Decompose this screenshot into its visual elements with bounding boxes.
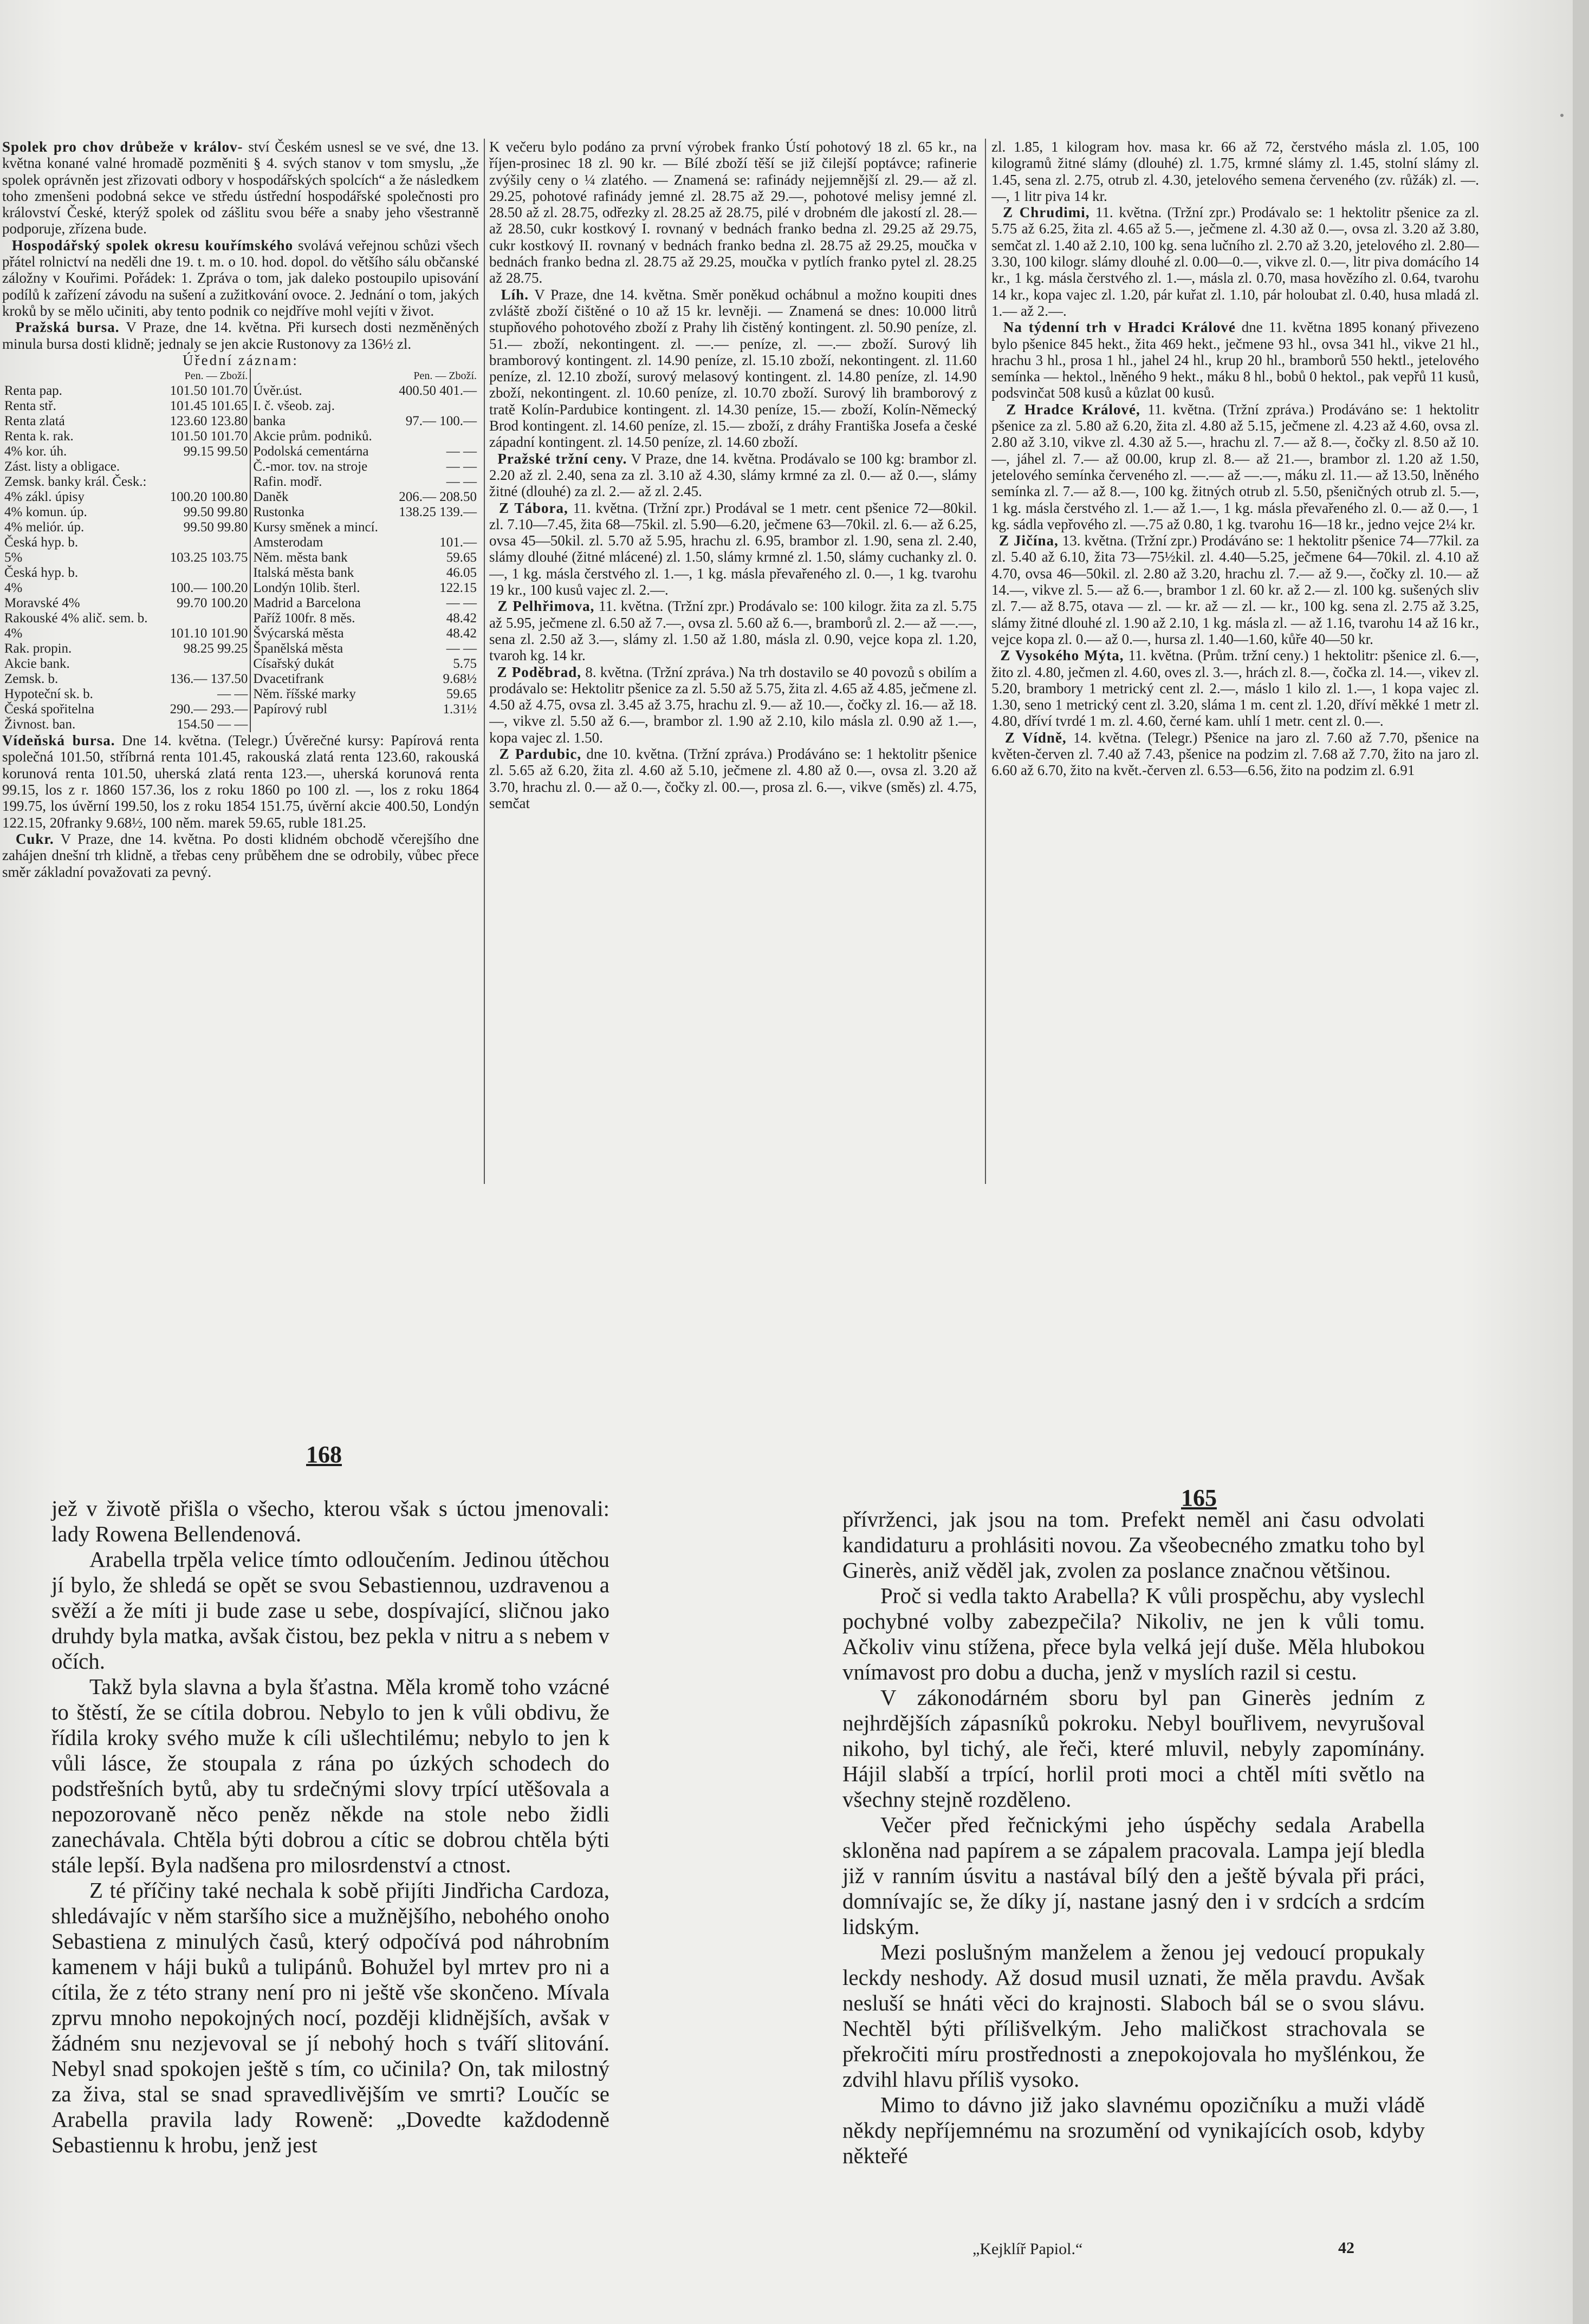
table-cell (161, 459, 251, 474)
table-cell: Něm. říšské marky (250, 687, 390, 702)
heading: Cukr. (15, 830, 54, 847)
paragraph: přívrženci, jak jsou na tom. Prefekt neměl ani času odvolati kandidaturu a prohlásiti novou. Za všeobecného zmatku toho byl Ginerès, aniž věděl jak, zvolen za poslance značnou většinou. (842, 1507, 1425, 1583)
article-viden (991, 730, 1479, 779)
table-row (2, 505, 479, 520)
table-cell: 99.50 99.80 (183, 505, 248, 520)
heading: Hospodářský spolek okresu kouřímského (11, 237, 294, 253)
table-row (2, 399, 479, 414)
table-cell: 98.25 99.25 (183, 641, 248, 656)
heading: Z Poděbrad, (497, 663, 582, 680)
table-cell: Podolská cementárna (250, 444, 390, 459)
table-cell: 103.25 103.75 (170, 550, 248, 565)
table-cell: Akcie prům. podniků. (250, 429, 390, 444)
heading: Z Tábora, (498, 499, 568, 516)
table-cell (161, 611, 251, 626)
table-cell (390, 717, 479, 732)
table-cell: Česká hyp. b. (4, 535, 79, 550)
table-cell: 100.— 100.20 (170, 581, 248, 596)
footer-title: „Kejklíř Papiol.“ (972, 2240, 1083, 2258)
heading: Na týdenní trh v Hradci Králové (1003, 319, 1236, 336)
table-cell (161, 565, 251, 581)
table-cell: 101.50 101.70 (170, 429, 248, 444)
heading: Pražská bursa. (15, 319, 120, 336)
table-row (2, 641, 479, 656)
table-cell: 136.— 137.50 (170, 672, 248, 687)
table-cell: Česká hyp. b. (4, 565, 79, 581)
table-row (2, 535, 479, 550)
table-cell: 400.50 401.— (399, 383, 477, 399)
table-cell: 9.68½ (443, 672, 477, 687)
table-cell: — — (446, 596, 477, 611)
table-cell: Italská města bank (250, 565, 390, 581)
table-cell: Zást. listy a obligace. (4, 459, 120, 474)
article-text: V Praze, dne 14. května. Prodávalo se 100 kg: brambor zl. 2.20 až zl. 2.40, sena za zl. 3.10 až 4.30, slámy krmné za zl. 0.— až 0.—, slámy žitné (dlouhé) za zl. 2.— až zl. 2.45. (489, 450, 977, 500)
article-podebrady (489, 664, 977, 746)
article-pelhrimov (489, 598, 977, 663)
table-cell: Živnost. ban. (4, 717, 76, 732)
table-header-row (2, 368, 479, 383)
table-cell: Renta stř. (4, 399, 56, 414)
table-cell: Hypoteční sk. b. (4, 687, 93, 702)
table-cell: 5.75 (453, 656, 477, 672)
table-cell: Rakouské 4% alič. sem. b. (4, 611, 148, 626)
paragraph: Večer před řečnickými jeho úspěchy sedala Arabella skloněna nad papírem a se zápalem pracovala. Lampa její bledla již v ranním úsvitu a nastával bílý den a ještě bývala při práci, domnívajíc se, že díky jí, nastane jasný den i v srdcích a srdcím lidským. (842, 1812, 1425, 1939)
table-row (2, 672, 479, 687)
column-3 (991, 139, 1479, 1179)
column-rule (484, 139, 485, 1184)
table-cell (161, 656, 251, 672)
article-vysoke-myto (991, 647, 1479, 729)
article-pardubice (489, 746, 977, 811)
table-cell: 59.65 (446, 687, 477, 702)
table-cell: Česká spořitelna (4, 702, 94, 717)
table-row (2, 717, 479, 732)
column-header: Pen. — Zboží. (413, 370, 477, 382)
table-cell: I. č. všeob. zaj. (250, 399, 390, 414)
article-text: 11. května. (Tržní zpr.) Prodával se 1 metr. cent pšenice 72—80kil. zl. 7.10—7.45, žita 68—75kil. zl. 5.90—6.20, ječmene 63—70kil. zl. 6.— až 6.25, ovsa 45—50kil. zl. 5.70 až 5.95, hrachu zl. 6.95, brambor zl. 1.90, sena zl. 2.40, slámy dlouhé (žitné mlácené) zl. 1.50, slámy krmné zl. 1.50, slámy cuchanky zl. 0.—, 1 kg. másla čerstvého zl. 1.—, 1 kg. másla převařeného zl. 0.—, 1 kg. tvarohu 19 kr., 100 kusů vajec zl. 2.—. (489, 499, 977, 598)
table-row (2, 444, 479, 459)
paragraph: V zákonodárném sboru byl pan Ginerès jedním z nejhrdějších zápasníků pokroku. Nebyl bouřlivem, nevyrušoval nikoho, byl tichý, ale řeči, které mluvil, nebyly zapomínány. Hájil slabší a trpící, horlil proti moci a chtěl míti světlo na všechny stejně rozděleno. (842, 1685, 1425, 1812)
table-cell: Zemsk. b. (4, 672, 59, 687)
table-cell (161, 474, 251, 490)
table-row (2, 550, 479, 565)
column-1 (2, 139, 479, 1179)
paragraph: Mimo to dávno již jako slavnému opozičníku a muži vládě někdy nepříjemnému na srozumění od vynikajících osob, kdyby někteřé (842, 2092, 1425, 2168)
table-cell: Kursy směnek a mincí. (250, 520, 390, 535)
article-text: dne 11. května 1895 konaný přivezeno bylo pšenice 845 hekt., žita 469 hekt., ječmene 93 hl., ovsa 341 hl., vikve 21 hl., hrachu 3 hl., prosa 1 hl., jahel 24 hl., krup 20 hl., bramborů 550 hektl., jetelového semínka — hektol., lněného 9 hekt., máku 8 hl., bobů 0 hektol., pak vepřů 11 kusů, podsvinčat 508 kusů a kůzlat 00 kusů. (991, 319, 1479, 401)
table-row (2, 596, 479, 611)
table-cell: Rustonka (250, 505, 390, 520)
article-videnska-bursa (2, 732, 479, 831)
stock-table (2, 368, 479, 732)
table-cell: 48.42 (446, 626, 477, 641)
table-cell (390, 429, 479, 444)
article-hosp-spolek (2, 237, 479, 319)
table-cell: Rafin. modř. (250, 474, 390, 490)
heading: Z Vysokého Mýta, (1000, 647, 1124, 664)
table-cell: 101.45 101.65 (170, 399, 248, 414)
table-cell: 1.31½ (443, 702, 477, 717)
table-cell: 100.20 100.80 (170, 490, 248, 505)
table-cell: 48.42 (446, 611, 477, 626)
table-cell: Moravské 4% (4, 596, 80, 611)
paragraph: Z té příčiny také nechala k sobě přijíti Jindřicha Cardoza, shledávajíc v něm staršího sice a mužnějšího, nebohého onoho Sebastiena z minulých časů, který odpočívá pod náhrobním kamenem v háji buků a tulipánů. Bohužel byl mrtev pro ni a cítila, že z této strany není pro ni ještě vše skončeno. Mívala zprvu mnoho nepokojných nocí, později klidnějších, avšak v žádném snu nezjevoval se jí nebohý hoch s tváří slitování. Nebyl snad spokojen ještě s tím, co učinila? On, tak milostný za živa, stal se snad spravedlivějším ve smrti? Loučíc se Arabella pravila lady Roweně: „Dovedte každodenně Sebastiennu k hrobu, jenž jest (51, 1878, 609, 2157)
paragraph: Arabella trpěla velice tímto odloučením. Jedinou útěchou jí bylo, že shledá se opět se svou Sebastiennou, uzdravenou a svěží a že míti ji bude zase u sebe, dospívající, sličnou jako druhdy byla matka, avšak čistou, bez pekla v nitru a s nebem v očích. (51, 1547, 609, 1674)
article-text: ství Českém usnesl se ve své, dne 13. května konané valné hromadě pozměniti § 4. svých stanov v tom smyslu, „že spolek oprávněn jest zřizovati odbory v hospodářských spolcích“ a že následkem toho zmenšeni podobná sekce ve středu ústřední hospodářské společnosti pro království České, kterýž spolek od zášlitu svou béře a snaby jeho všestranně podporuje, zřízena bude. (2, 139, 479, 237)
table-cell: Č.-mor. tov. na stroje (250, 459, 390, 474)
article-trzni-ceny (489, 451, 977, 500)
table-cell: 4% komun. úp. (4, 505, 87, 520)
article-text: V Praze, dne 14. května. Směr poněkud ochábnul a možno koupiti dnes zvláště zboží čištěné o 10 až 15 kr. levněji. — Znamená se dnes: 10.000 litrů stupňového pohotového zboží z Prahy lih čistěný kontingent. zl. 50.90 peníze, zl. 51.— zboží, nekontingent. zl. —.— peníze, zl. —.— zboží. Surový lih bramborový kontingent. zl. 14.90 peníze, zl. 15.10 zboží, nekontingent. zl. 11.60 peníze, zl. 12.10 zboží, surový melasový kontingent. zl. 14.80 peníze, zl. 14.90 zboží, nekontingent. zl. 10.60 peníze, zl. 10.70 zboží. Surový lih bramborový z tratě Kolín-Pardubice kontingent. zl. 14.30 peníze, 15.— zboží, Kolín-Německý Brod kontingent. zl. 14.60 peníze, zl. 15.— zboží, z dráhy Františka Josefa a české západní kontingent. zl. 14.50 peníze, zl. 14.60 zboží. (489, 286, 977, 451)
article-text: Dne 14. května. (Telegr.) Úvěrečné kursy: Papírová renta společná 101.50, stříbrná renta 101.45, rakouská zlatá renta 123.60, rakouská korunová renta 101.50, uherská zlatá renta 123.—, uherská korunová renta 99.15, los z r. 1860 157.36, los z roku 1860 po 100 zl. —, los z roku 1864 199.75, los úvěrní 199.50, los z roku 1854 151.75, úvěrní akcie 400.50, Londýn 122.15, 20franky 9.68½, 100 něm. marek 59.65, ruble 181.25. (2, 732, 479, 831)
table-cell: Madrid a Barcelona (250, 596, 390, 611)
table-cell: 99.50 99.80 (183, 520, 248, 535)
table-cell: banka (250, 414, 390, 429)
column-2 (489, 139, 977, 1179)
table-cell: 123.60 123.80 (170, 414, 248, 429)
article-cukr (2, 831, 479, 880)
table-cell: Londýn 10lib. šterl. (250, 581, 390, 596)
table-cell: 5% (4, 550, 23, 565)
table-row (2, 626, 479, 641)
table-cell: Císařský dukát (250, 656, 390, 672)
table-cell: 99.70 100.20 (177, 596, 248, 611)
novel-page-right (842, 1507, 1425, 2169)
table-cell: Zemsk. banky král. Česk.: (4, 474, 147, 490)
table-cell: Úvěr.úst. (250, 383, 390, 399)
table-cell (161, 535, 251, 550)
table-row (2, 565, 479, 581)
article-lih (489, 287, 977, 451)
table-cell: Rak. propin. (4, 641, 72, 656)
table-cell: 101.50 101.70 (170, 383, 248, 399)
table-cell: 138.25 139.— (399, 505, 477, 520)
table-row (2, 459, 479, 474)
table-cell: Amsterodam (250, 535, 390, 550)
article-spolek-drubez (2, 139, 479, 237)
article-hradec (991, 401, 1479, 532)
table-row (2, 383, 479, 399)
table-cell (390, 520, 479, 535)
article-prazska-bursa (2, 319, 479, 352)
table-cell: Papírový rubl (250, 702, 390, 717)
table-row (2, 687, 479, 702)
table-row (2, 702, 479, 717)
table-row (2, 520, 479, 535)
article-cukr-cont: K večeru bylo podáno za první výrobek franko Ústí pohotový 18 zl. 65 kr., na říjen-prosinec 18 zl. 90 kr. — Bílé zboží těší se již čilejší poptávce; rafinerie zvýšily ceny o ¼ zlatého. — Znamená se: rafinády nejjemnější zl. 29.— až zl. 29.25, pohotové rafinády jemné zl. 28.75 až 29.—, pohotové melisy jemné zl. 28.50 až zl. 28.75, odřezky zl. 28.25 až 28.75, pilé v drobném dle jakostí zl. 28.— až 28.50, cukr kostkový I. rovnaný v bednách franko bedna zl. 29.25 až 29.75, cukr kostkový II. rovnaný v bednách franko bedna zl. 28.75 až 29.25, moučka v bednách franko bedna zl. 28.75 až 29.25, moučka v pytlích franko pytel zl. 28.25 až 28.75. (489, 139, 977, 287)
article-tabor (489, 500, 977, 598)
table-cell: 4% zákl. úpisy (4, 490, 85, 505)
paragraph: Proč si vedla takto Arabella? K vůli prospěchu, aby vyslechl pochybné volby zabezpečila? Nikoliv, ne jen k vůli tomu. Ačkoliv vinu stížena, přece byla velká její duše. Měla hlubokou vnímavost pro dobu a ducha, jenž v myslích razil si cestu. (842, 1583, 1425, 1684)
table-cell: Akcie bank. (4, 656, 70, 672)
table-cell: — — (217, 687, 248, 702)
table-cell (390, 399, 479, 414)
article-hradec-trh (991, 319, 1479, 401)
sheet-number: 42 (1338, 2239, 1354, 2257)
heading: Z Hradce Králové, (1006, 401, 1140, 418)
article-text: svolává veřejnou schůzi všech přátel rolnictví na neděli dne 19. t. m. o 10. hod. dopol. do většího sálu občanské záložny v Kouřimi. Pořádek: 1. Zpráva o tom, jak daleko postoupilo upisování podílů k zařízení závodu na sušení a zužitkování ovoce. 2. Jednání o tom, jakých kroků by se mělo učiniti, aby tento podnik co nejdříve mohl vejíti v život. (2, 237, 479, 319)
paragraph: jež v životě přišla o všecho, kterou však s úctou jmenovali: lady Rowena Bellendenová. (51, 1496, 609, 1546)
heading: Z Jičína, (998, 532, 1059, 549)
table-row (2, 490, 479, 505)
table-cell: — — (446, 641, 477, 656)
heading: Z Pelhřimova, (497, 598, 595, 615)
article-text: 11. května. (Prům. tržní ceny.) 1 hektolitr: pšenice zl. 6.—, žito zl. 4.80, ječmen zl. 4.60, oves zl. 3.—, hrách zl. 8.—, čočka zl. 14.—, vikev zl. 5.20, brambory 1 metrický cent zl. 2.—, máslo 1 kilo zl. 1.—, 1 kopa vajec zl. 1.30, seno 1 metrický cent zl. 3.20, sláma 1 m. cent zl. 1.20, dříví měkké 1 metr zl. 4.80, dříví tvrdé 1 m. zl. 4.60, černé kam. uhlí 1 metr. cent zl. 0.—. (991, 647, 1479, 730)
table-cell: 290.— 293.— (170, 702, 248, 717)
table-cell: 4% meliór. úp. (4, 520, 85, 535)
table-cell: 4% (4, 581, 23, 596)
heading: Z Vídně, (1004, 729, 1067, 746)
table-cell: 59.65 (446, 550, 477, 565)
table-heading: Úřední záznam: (183, 351, 299, 368)
article-jicin (991, 532, 1479, 647)
table-cell: 97.— 100.— (405, 414, 477, 429)
table-cell: — — (446, 459, 477, 474)
heading: Z Pardubic, (499, 745, 582, 762)
table-cell: Daněk (250, 490, 390, 505)
paragraph: Takž byla slavna a byla šťastna. Měla kromě toho vzácné to štěstí, že se cítila dobrou. Nebylo to jen k vůli obdivu, že řídila kroky svého muže k cíli ušlechtilému; nebylo to jen k vůli lásce, že stoupala z rána po úzkých schodech do podstřešních bytů, aby tu srdečnými slovy trpící utěšovala a nepozorovaně něco peněz někde na stole nebo židli zanechávala. Chtěla býti dobrou a cític se dobrou chtěla býti stále lepší. Byla nadšena pro milosrdenství a ctnost. (51, 1674, 609, 1877)
table-row (2, 611, 479, 626)
heading: Spolek pro chov drůbeže v králov- (2, 139, 243, 155)
table-row (2, 429, 479, 444)
article-text: 11. května. (Tržní zpráva.) Prodáváno se: 1 hektolitr pšenice za zl. 5.80 až 6.20, žita zl. 4.80 až 5.15, ječmene zl. 4.23 až 4.60, ovsa zl. 2.80 až 3.10, vikve zl. 4.30 až 5.—, hrachu zl. 7.— až 8.—, čočky zl. 8.50 až 10.—, jáhel zl. 7.— až 00.00, krup zl. 8.— až 21.—, brambor zl. 1.20 až 1.50, jetelového semínka červeného zl. —.— až —.—, máku zl. 11.— až 13.50, lněného semínka zl. 7.— až 8.—, 100 kg. žitných otrub zl. 5.50, pšeničných otrub zl. 5.—, 1 kg. másla čerstvého zl. 1.— až 1.—, 1 kg. másla převařeného zl. 0.— až 0.—, 1 kg. sádla vepřového zl. —.75 až 0.80, 1 kg. tvarohu 16—18 kr., jedno vejce 2¼ kr. (991, 401, 1479, 532)
heading: Pražské tržní ceny. (497, 450, 627, 467)
column-header: Pen. — Zboží. (184, 370, 248, 382)
table-cell: Něm. města bank (250, 550, 390, 565)
article-text: 11. května. (Tržní zpr.) Prodávalo se: 1 hektolitr pšenice za zl. 5.75 až 6.25, žita zl. 4.65 až 5.—, ječmene zl. 4.30 až 0.—, ovsa zl. 3.20 až 3.80, semčat zl. 1.40 až 2.10, 100 kg. sena lučního zl. 2.70 až 3.20, jetelového zl. 2.80—3.30, 100 kilogr. slámy dlouhé zl. 0.00—0.—, vikve zl. 0.—, litr piva domácího 14 kr., 1 kg. másla čerstvého zl. 1.—, másla zl. 0.70, masa hovězího zl. 0.64, tvarohu 14 kr., kopa vajec zl. 1.20, pár kuřat zl. 1.10, pár holoubat zl. 0.40, husa mladá zl. 1.— až 2.—. (991, 204, 1479, 319)
table-row (2, 581, 479, 596)
article-text: V Praze, dne 14. května. Po dosti klidném obchodě včerejšího dne zahájen dnešní trh klidně, a třebas ceny průběhem dne se odrobily, vůbec přece směr základní považovati za pevný. (2, 830, 479, 880)
table-cell: Paříž 100fr. 8 měs. (250, 611, 390, 626)
table-cell: 4% (4, 626, 23, 641)
table-cell: Švýcarská města (250, 626, 390, 641)
article-text: 14. května. (Telegr.) Pšenice na jaro zl. 7.60 až 7.70, pšenice na květen-červen zl. 7.40 až 7.43, pšenice na podzim zl. 7.68 až 7.70, žito na jaro zl. 6.60 až 6.70, žito na květ.-červen zl. 6.53—6.56, žito na podzim zl. 6.91 (991, 729, 1479, 779)
table-cell: 46.05 (446, 565, 477, 581)
heading: Líh. (501, 286, 529, 303)
article-pardubice-cont: zl. 1.85, 1 kilogram hov. masa kr. 66 až 72, čerstvého másla zl. 1.05, 100 kilogramů žitné slámy (dlouhé) zl. 1.75, krmné slámy zl. 1.45, stolní slámy zl. 1.45, sena zl. 2.75, otrub zl. 4.30, jetelového semena červeného (zv. růžák) zl. —.—, 1 litr piva 14 kr. (991, 139, 1479, 204)
table-row (2, 474, 479, 490)
table-cell: 101.10 101.90 (170, 626, 248, 641)
page-edge (1573, 0, 1589, 2324)
article-text: V Praze, dne 14. května. Při kursech dosti nezměněných minula bursa dosti klidně; jednaly se jen akcie Rustonovy za 136½ zl. (2, 319, 479, 352)
table-cell: 4% kor. úh. (4, 444, 67, 459)
table-cell: 154.50 — — (177, 717, 248, 732)
table-cell (250, 717, 390, 732)
table-cell: 122.15 (439, 581, 477, 596)
heading: Z Chrudimi, (1003, 204, 1090, 221)
novel-page-left (51, 1496, 609, 2158)
table-cell: Renta zlatá (4, 414, 65, 429)
heading: Vídeňská bursa. (2, 732, 115, 749)
table-cell: Španělská města (250, 641, 390, 656)
page-number-right: 165 (1181, 1485, 1217, 1511)
table-row (2, 656, 479, 672)
table-cell: — — (446, 444, 477, 459)
paragraph: Mezi poslušným manželem a ženou jej vedoucí propukaly leckdy neshody. Až dosud musil uznati, že měla pravdu. Avšak nesluší se hnáti věci do krajnosti. Slaboch bál se o svou slávu. Nechtěl býti přílišvelkým. Jeho maličkost strachovala se překročiti míru prostřednosti a znepokojovala ho myšlénkou, že zdvihl hlavu příliš vysoko. (842, 1939, 1425, 2092)
table-cell: 101.— (439, 535, 477, 550)
article-chrudim (991, 204, 1479, 319)
article-text: 8. května. (Tržní zpráva.) Na trh dostavilo se 40 povozů s obilím a prodávalo se: Hektolitr pšenice za zl. 5.50 až 5.75, žita zl. 4.65 až 4.85, ječmene zl. 4.50 až 4.75, ovsa zl. 3.45 až 3.75, hrachu zl. 9.— až 10.—, čočky zl. 16.— až 18.—, vikve zl. 5.50 až 6.—, brambor zl. 1.90 až 2.10, kilo másla zl. 0.90 až 1.—, kopa vajec zl. 1.50. (489, 663, 977, 746)
table-cell: 99.15 99.50 (183, 444, 248, 459)
table-cell: Dvacetifrank (250, 672, 390, 687)
column-rule (985, 139, 986, 1184)
table-row (2, 414, 479, 429)
article-text: 13. května. (Tržní zpr.) Prodáváno se: 1 hektolitr pšenice 74—77kil. za zl. 5.40 až 6.10, žita 73—75½kil. zl. 4.40—5.25, ječmene 64—70kil. zl. 4.10 až 4.70, ovsa 46—50kil. zl. 2.80 až 3.20, hrachu zl. 7.— až 9.—, čočky zl. 10.— až 14.—, vikve zl. 5.— až 6.—, brambor 1 zl. 60 kr. až 2.— zl. 100 kg. sušených sliv zl. 7.— až 8.75, otava — zl. — kr. až — zl. — kr., 100 kg. sena zl. 2.75 až 3.25, slámy žitné dlouhé zl. 1.90 až 2.10, 1 kg. másla zl. — až 1.16, tvarohu 14 až 16 kr., vejce kopa zl. 0.— až 0.—, hursa zl. 1.40—1.60, kůře 40—50 kr. (991, 532, 1479, 647)
page-number-left: 168 (306, 1441, 342, 1468)
table-cell: 206.— 208.50 (399, 490, 477, 505)
speck (1560, 114, 1564, 117)
article-text: 11. května. (Tržní zpr.) Prodávalo se: 100 kilogr. žita za zl. 5.75 až 5.95, ječmene zl. 6.50 až 7.—, ovsa zl. 5.60 až 6.—, bramborů zl. 2.— až —.—, sena zl. 2.50 až 3.—, slámy zl. 1.50 až 1.80, másla zl. 0.90, vejce kopa zl. 1.20, tvaroh kg. 14 kr. (489, 598, 977, 664)
table-cell: — — (446, 474, 477, 490)
table-cell: Renta pap. (4, 383, 62, 399)
article-text: dne 10. května. (Tržní zpráva.) Prodáváno se: 1 hektolitr pšenice zl. 5.65 až 6.20, žita zl. 4.60 až 5.10, ječmene zl. 4.80 až 0.—, ovsa zl. 3.20 až 3.70, hrachu zl. 0.— až 0.—, čočky zl. 00.—, prosa zl. 6.—, vikve (směs) zl. 4.75, semčat (489, 745, 977, 811)
table-cell: Renta k. rak. (4, 429, 74, 444)
